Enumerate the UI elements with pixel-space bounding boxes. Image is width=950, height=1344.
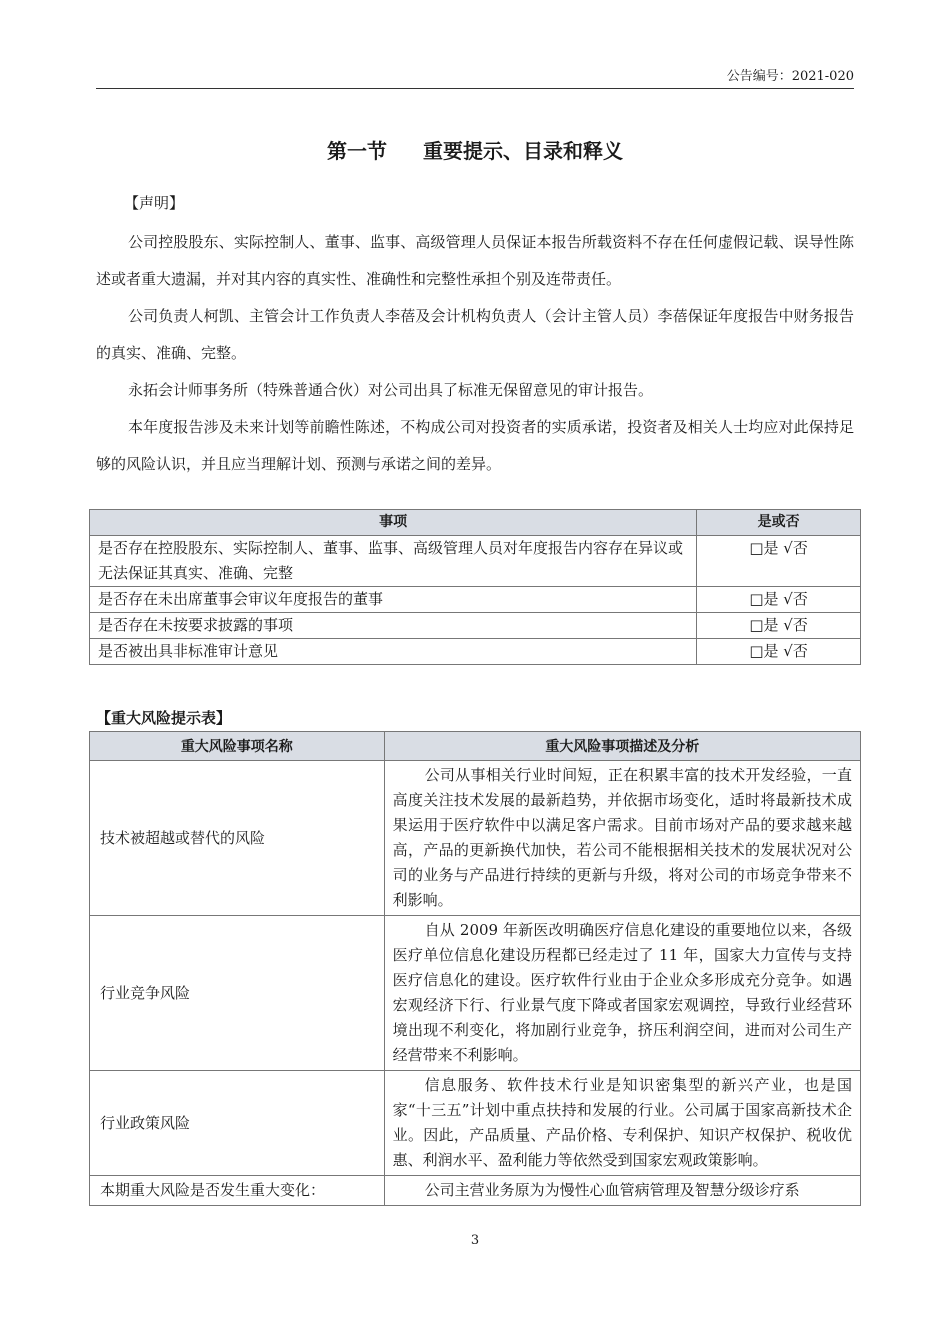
- statement-paragraph: 本年度报告涉及未来计划等前瞻性陈述，不构成公司对投资者的实质承诺，投资者及相关人士均应对此保持足够的风险认识，并且应当理解计划、预测与承诺之间的差异。: [96, 418, 854, 473]
- matter-answer: □是 √否: [697, 587, 861, 613]
- risk-name: 技术被超越或替代的风险: [90, 761, 385, 916]
- risk-description: 公司从事相关行业时间短，正在积累丰富的技术开发经验，一直高度关注技术发展的最新趋势，并依据市场变化，适时将最新技术成果运用于医疗软件中以满足客户需求。目前市场对产品的要求越来越高，产品的更新换代加快，若公司不能根据相关技术的发展状况对公司的业务与产品进行持续的更新与升级，将对公司的市场竞争带来不利影响。: [384, 761, 860, 916]
- table-header-row: [90, 510, 861, 536]
- section-number: 第一节: [327, 139, 387, 163]
- table-row: [90, 761, 861, 916]
- statement-paragraph: 永拓会计师事务所（特殊普通合伙）对公司出具了标准无保留意见的审计报告。: [128, 381, 654, 399]
- risk-description: 自从 2009 年新医改明确医疗信息化建设的重要地位以来，各级医疗单位信息化建设历程都已经走过了 11 年，国家大力宣传与支持医疗信息化的建设。医疗软件行业由于企业众多形成充分竞争。如遇宏观经济下行、行业景气度下降或者国家宏观调控，导致行业经营环境出现不利变化，将加剧行业竞争，挤压利润空间，进而对公司生产经营带来不利影响。: [384, 916, 860, 1071]
- table-header-row: [90, 732, 861, 761]
- table-row: [90, 639, 861, 665]
- risk-change-label: 本期重大风险是否发生重大变化：: [90, 1176, 385, 1206]
- statement-label: 【声明】: [124, 194, 185, 212]
- table-row: [90, 1071, 861, 1176]
- statement-paragraph: 公司负责人柯凯、主管会计工作负责人李蓓及会计机构负责人（会计主管人员）李蓓保证年度报告中财务报告的真实、准确、完整。: [96, 307, 854, 362]
- column-header: 重大风险事项名称: [90, 732, 385, 761]
- risk-change-description: 公司主营业务原为为慢性心血管病管理及智慧分级诊疗系: [384, 1176, 860, 1206]
- matter-item: 是否存在未出席董事会审议年度报告的董事: [90, 587, 697, 613]
- statement-paragraph: 公司控股股东、实际控制人、董事、监事、高级管理人员保证本报告所载资料不存在任何虚假记载、误导性陈述或者重大遗漏，并对其内容的真实性、准确性和完整性承担个别及连带责任。: [96, 233, 854, 288]
- column-header: 重大风险事项描述及分析: [384, 732, 860, 761]
- matter-item: 是否被出具非标准审计意见: [90, 639, 697, 665]
- risk-name: 行业竞争风险: [90, 916, 385, 1071]
- matter-item: 是否存在未按要求披露的事项: [90, 613, 697, 639]
- table-row: [90, 587, 861, 613]
- table-row: [90, 536, 861, 587]
- risk-table: [89, 731, 861, 1206]
- section-title: 重要提示、目录和释义: [423, 139, 623, 163]
- risk-description: 信息服务、软件技术行业是知识密集型的新兴产业，也是国家“十三五”计划中重点扶持和发展的行业。公司属于国家高新技术企业。因此，产品质量、产品价格、专利保护、知识产权保护、税收优惠、利润水平、盈利能力等依然受到国家宏观政策影响。: [384, 1071, 860, 1176]
- table-row: [90, 1176, 861, 1206]
- page-title: [0, 135, 950, 164]
- matters-table: [89, 509, 861, 665]
- matter-item: 是否存在控股股东、实际控制人、董事、监事、高级管理人员对年度报告内容存在异议或无法保证其真实、准确、完整: [90, 536, 697, 587]
- column-header: 事项: [90, 510, 697, 536]
- table-row: [90, 613, 861, 639]
- page-header: [96, 66, 854, 89]
- risk-name: 行业政策风险: [90, 1071, 385, 1176]
- column-header: 是或否: [697, 510, 861, 536]
- matter-answer: □是 √否: [697, 536, 861, 587]
- announcement-number: 公告编号：2021-020: [726, 69, 854, 84]
- page-number: 3: [470, 1233, 480, 1248]
- table-row: [90, 916, 861, 1071]
- matter-answer: □是 √否: [697, 639, 861, 665]
- matter-answer: □是 √否: [697, 613, 861, 639]
- risk-table-heading: 【重大风险提示表】: [96, 709, 232, 727]
